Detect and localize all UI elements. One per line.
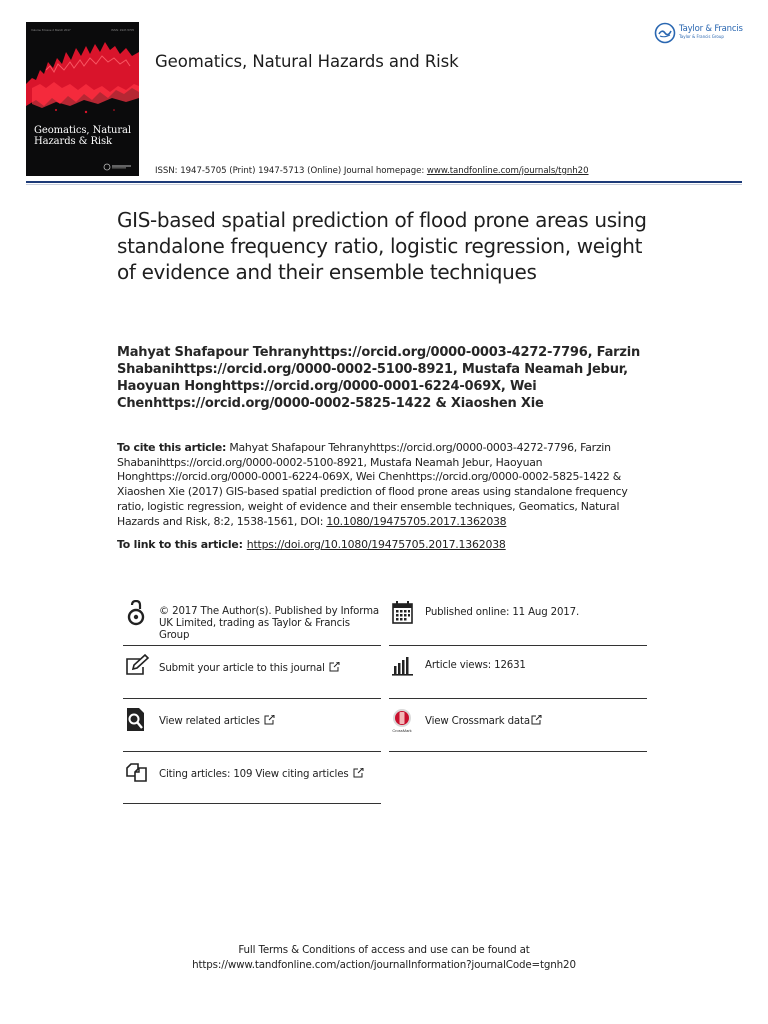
calendar-icon <box>389 600 417 626</box>
publisher-logo[interactable] <box>654 22 743 44</box>
article-title: GIS-based spatial prediction of flood prone areas using standalone frequency ratio, logistic regression, weight of evidence and their ensemble techniques <box>117 208 647 284</box>
cover-issn: ISSN: 1947-5705 <box>110 28 134 32</box>
crossmark-icon <box>389 707 417 733</box>
grid-divider <box>389 751 647 752</box>
footer-line-1: Full Terms & Conditions of access and use can be found at <box>238 944 530 956</box>
cover-title: Geomatics, Natural Hazards & Risk <box>34 125 131 147</box>
submit-article-link[interactable] <box>123 654 381 680</box>
taylor-francis-icon <box>654 22 676 44</box>
citing-documents-icon <box>123 760 151 786</box>
publisher-group: Taylor & Francis Group <box>679 34 724 39</box>
article-doi-link[interactable]: https://doi.org/10.1080/19475705.2017.1362038 <box>246 538 506 551</box>
views-text: Article views: 12631 <box>425 660 526 671</box>
journal-cover <box>26 22 139 176</box>
cite-doi-link[interactable]: 10.1080/19475705.2017.1362038 <box>326 514 507 528</box>
publisher-name: Taylor & Francis <box>679 24 743 34</box>
open-access-text: © 2017 The Author(s). Published by Informa UK Limited, trading as Taylor & Francis Group <box>159 606 379 641</box>
external-link-icon <box>531 715 542 725</box>
grid-divider <box>123 698 381 699</box>
cite-label: To cite this article: <box>117 441 227 454</box>
link-label: To link to this article: <box>117 538 243 551</box>
published-date <box>389 600 647 626</box>
crossmark-badge: CrossMark <box>392 728 412 733</box>
external-link-icon <box>329 662 340 672</box>
journal-title[interactable]: Geomatics, Natural Hazards and Risk <box>155 52 459 71</box>
cover-issue: Volume 8 Issue 2 March 2017 <box>31 28 71 32</box>
search-document-icon <box>123 707 151 733</box>
grid-divider <box>389 698 647 699</box>
issn-text: ISSN: 1947-5705 (Print) 1947-5713 (Online) Journal homepage: <box>155 166 427 176</box>
related-text: View related articles <box>159 716 260 727</box>
article-authors: Mahyat Shafapour Tehranyhttps://orcid.org/0000-0003-4272-7796, Farzin Shabanihttps://orcid.org/0000-0002-5100-8921, Mustafa Neamah Jebur, Haoyuan Honghttps://orcid.org/0000-0001-6224-069X, Wei Chenhttps://orcid.org/0000-0002-5825-1422 & Xiaoshen Xie <box>117 345 641 411</box>
terms-footer <box>0 943 768 973</box>
header-divider <box>26 181 742 183</box>
citing-text: Citing articles: 109 View citing articles <box>159 769 349 780</box>
crossmark-text: View Crossmark data <box>425 716 530 727</box>
grid-divider <box>123 751 381 752</box>
citing-articles-link[interactable] <box>123 760 381 786</box>
cite-text: Mahyat Shafapour Tehranyhttps://orcid.org/0000-0003-4272-7796, Farzin Shabanihttps://orcid.org/0000-0002-5100-8921, Mustafa Neamah Jebur, Haoyuan Honghttps://orcid.org/0000-0001-6224-069X, Wei Chenhttps://orcid.org/0000-0002-5825-1422 & Xiaoshen Xie (2017) GIS-based spatial prediction of flood prone areas using standalone frequency ratio, logistic regression, weight of evidence and their ensemble techniques, Geomatics, Natural Hazards and Risk, 8:2, 1538-1561, DOI: <box>117 441 628 528</box>
bar-chart-icon <box>389 654 417 680</box>
grid-divider <box>123 803 381 804</box>
published-text: Published online: 11 Aug 2017. <box>425 607 580 618</box>
cover-publisher-logo <box>103 163 133 171</box>
open-access-lock-icon <box>123 600 151 626</box>
article-views <box>389 654 647 680</box>
article-link-block <box>117 538 657 553</box>
footer-terms-link[interactable]: https://www.tandfonline.com/action/journalInformation?journalCode=tgnh20 <box>192 959 576 971</box>
crossmark-link[interactable] <box>389 707 647 733</box>
grid-divider <box>123 645 381 646</box>
edit-pencil-icon <box>123 654 151 680</box>
grid-divider <box>389 645 647 646</box>
external-link-icon <box>353 768 364 778</box>
related-articles-link[interactable] <box>123 707 381 733</box>
issn-line <box>155 166 589 176</box>
submit-text: Submit your article to this journal <box>159 663 325 674</box>
journal-homepage-link[interactable]: www.tandfonline.com/journals/tgnh20 <box>426 166 589 176</box>
open-access-notice <box>123 600 381 642</box>
external-link-icon <box>264 715 275 725</box>
citation-block <box>117 441 657 529</box>
header-divider-light <box>26 184 742 185</box>
cover-artwork <box>26 40 139 120</box>
